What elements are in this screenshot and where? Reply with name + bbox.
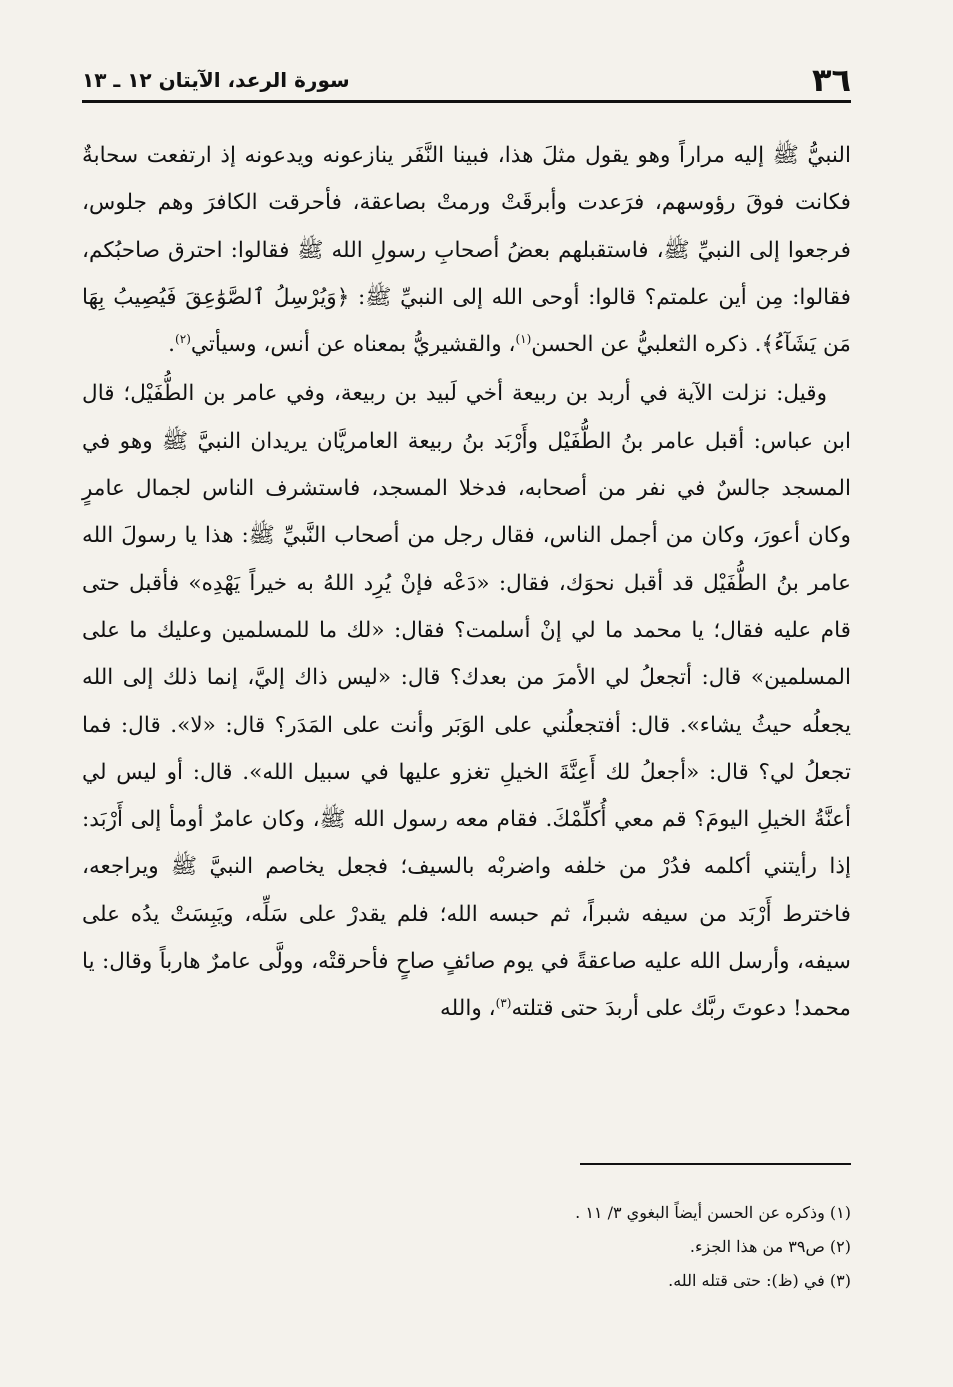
- paragraph-text: النبيُّ ﷺ إليه مراراً وهو يقول مثلَ هذا، فبينا النَّفَر ينازعونه ويدعونه إذ ارتفعت سحابةٌ فكانت فوقَ رؤوسهم، فرَعدت وأبرقَتْ ورمتْ بصاعقة، فأحرقت الكافرَ وهم جلوس، فرجعوا إلى النبيِّ ﷺ، فاستقبلهم بعضُ أصحابِ رسولِ الله ﷺ فقالوا: احترق صاحبُكم، فقالوا: مِن أين علمتم؟ قالوا: أوحى الله إلى النبيِّ ﷺ: ﴿وَيُرْسِلُ ٱلصَّوَٰعِقَ فَيُصِيبُ بِهَا مَن يَشَآءُ﴾. ذكره الثعلبيُّ عن الحسن: [82, 143, 851, 358]
- footnote-marker: (٣): [495, 996, 512, 1011]
- footnote-rule: [580, 1163, 851, 1165]
- header-rule: [82, 100, 851, 103]
- paragraph-text: .: [168, 332, 176, 358]
- footnote: (١) وذكره عن الحسن أيضاً البغوي ٣/ ١١ .: [575, 1203, 851, 1222]
- footnote-marker: (٢): [175, 332, 191, 346]
- page-header: [82, 50, 851, 98]
- main-text: [82, 132, 851, 1033]
- paragraph-text: ، والقشيريُّ بمعناه عن أنس، وسيأتي: [190, 332, 516, 358]
- footnotes: [82, 1196, 851, 1298]
- paragraph: [82, 370, 851, 1032]
- footnote: (٣) في (ظ): حتى قتله الله.: [668, 1271, 851, 1290]
- paragraph-text: ، والله: [440, 996, 496, 1022]
- paragraph-text: وقيل: نزلت الآية في أربد بن ربيعة أخي لَبيد بن ربيعة، وفي عامر بن الطُّفَيْل؛ قال ابن عباس: أقبل عامر بنُ الطُّفَيْل وأَرْبَد بنُ ربيعة العامريَّان يريدان النبيَّ ﷺ وهو في المسجد جالسٌ في نفر من أصحابه، فدخلا المسجد، فاستشرف الناس لجمال عامرٍ وكان أعورَ، وكان من أجمل الناس، فقال رجل من أصحاب النَّبيِّ ﷺ: هذا يا رسولَ الله عامر بنُ الطُّفَيْل قد أقبل نحوَك، فقال: «دَعْه فإنْ يُرِد اللهُ به خيراً يَهْدِه» فأقبل حتى قام عليه فقال؛ يا محمد ما لي إنْ أسلمت؟ فقال: «لك ما للمسلمين وعليك ما على المسلمين» قال: أتجعلُ لي الأمرَ من بعدك؟ قال: «ليس ذاك إليَّ، إنما ذلك إلى الله يجعلُه حيثُ يشاء». قال: أفتجعلُني على الوَبَر وأنت على المَدَر؟ قال: «لا». قال: فما تجعلُ لي؟ قال: «أجعلُ لك أَعِنَّةَ الخيلِ تغزو عليها في سبيل الله». قال: أو ليس لي أعنَّةُ الخيلِ اليومَ؟ قم معي أُكلِّمْكَ. فقام معه رسول الله ﷺ، وكان عامرٌ أومأ إلى أَرْبَد: إذا رأيتني أكلمه فدُرْ من خلفه واضربْه بالسيف؛ فجعل يخاصم النبيَّ ﷺ ويراجعه، فاخترط أَرْبَد من سيفه شبراً، ثم حبسه الله؛ فلم يقدرْ على سَلِّه، ويَبِسَتْ يدُه على سيفه، وأرسل الله عليه صاعقةً في يوم صائفٍ صاحٍ فأحرقتْه، وولَّى عامرٌ هارباً وقال: يا محمد! دعوتَ ربَّك على أربدَ حتى قتلته: [82, 381, 851, 1022]
- page-number: ٣٦: [811, 61, 851, 99]
- footnote: (٢) ص٣٩ من هذا الجزء.: [689, 1237, 851, 1256]
- running-head: سورة الرعد، الآيتان ١٢ ـ ١٣: [82, 68, 350, 92]
- footnote-marker: (١): [515, 332, 532, 346]
- paragraph: [82, 132, 851, 368]
